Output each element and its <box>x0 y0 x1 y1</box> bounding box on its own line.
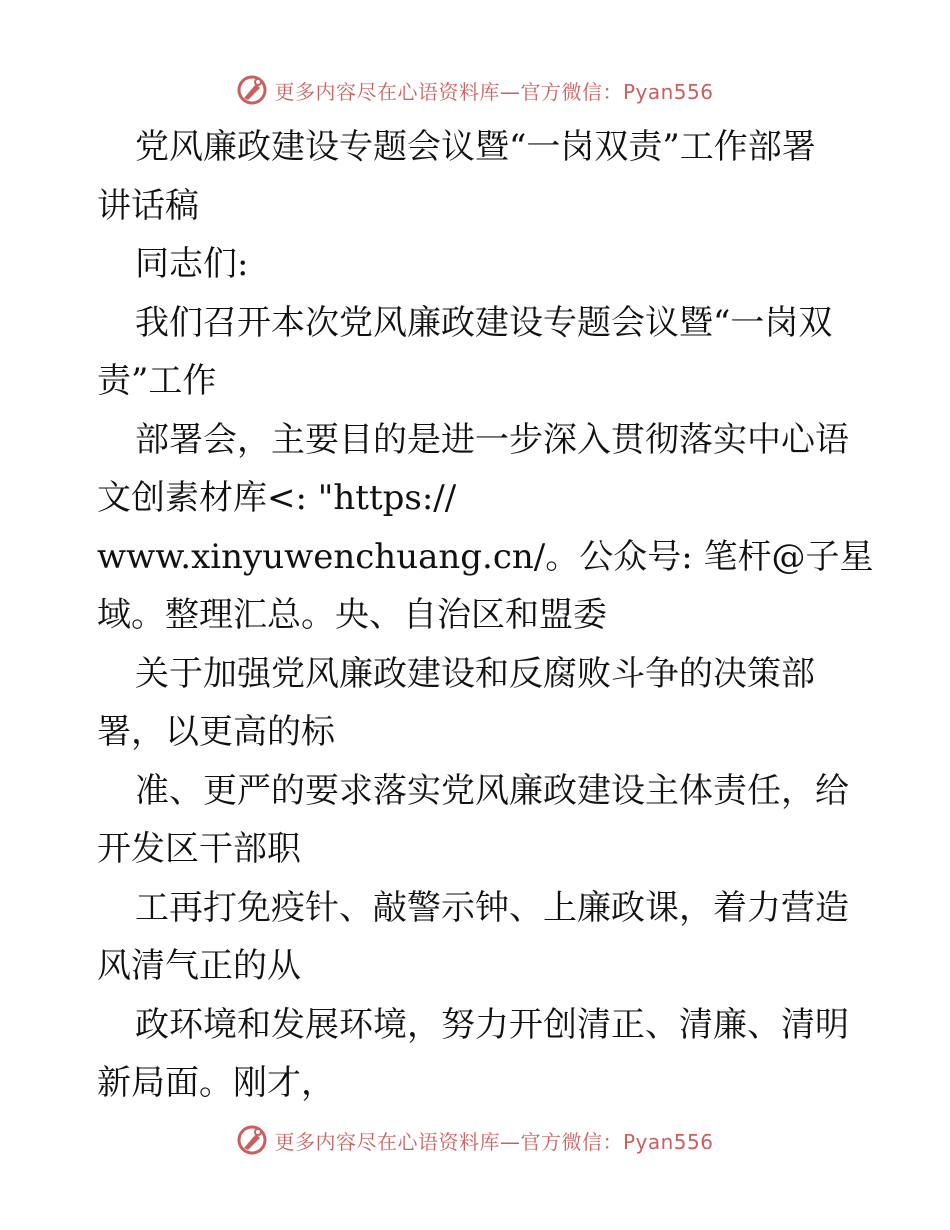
doc-line: 工再打免疫针、敲警示钟、上廉政课，着力营造 <box>135 887 849 928</box>
doc-line: 我们召开本次党风廉政建设专题会议暨“一岗双 <box>135 302 833 343</box>
doc-line: 部署会，主要目的是进一步深入贯彻落实中心语 <box>135 419 849 460</box>
doc-line: 开发区干部职 <box>97 829 301 869</box>
doc-line: 同志们: <box>135 244 249 284</box>
footer-watermark-banner <box>0 1120 950 1160</box>
doc-line: 关于加强党风廉政建设和反腐败斗争的决策部 <box>135 653 815 694</box>
header-watermark-banner <box>0 70 950 110</box>
doc-line: 风清气正的从 <box>97 946 301 986</box>
pen-logo-icon <box>236 74 268 106</box>
document-body <box>97 118 877 1113</box>
doc-line: 讲话稿 <box>97 185 199 226</box>
doc-line: www.xinyuwenchuang.cn/。公众号: 笔杆@子星 <box>97 536 874 577</box>
doc-line: 政环境和发展环境，努力开创清正、清廉、清明 <box>135 1004 849 1045</box>
footer-watermark-text: 更多内容尽在心语资料库—官方微信：Pyan556 <box>274 1129 714 1154</box>
header-watermark-text: 更多内容尽在心语资料库—官方微信：Pyan556 <box>274 79 714 104</box>
doc-line: 域。整理汇总。央、自治区和盟委 <box>97 595 607 635</box>
doc-line: 党风廉政建设专题会议暨“一岗双责”工作部署 <box>135 127 816 167</box>
doc-line: 准、更严的要求落实党风廉政建设主体责任，给 <box>135 770 849 811</box>
doc-line: 文创素材库<: "https:// <box>97 478 457 518</box>
pen-logo-icon <box>236 1124 268 1156</box>
doc-line: 新局面。刚才， <box>97 1063 335 1103</box>
doc-line: 署，以更高的标 <box>97 712 335 752</box>
doc-line: 责”工作 <box>97 361 217 401</box>
